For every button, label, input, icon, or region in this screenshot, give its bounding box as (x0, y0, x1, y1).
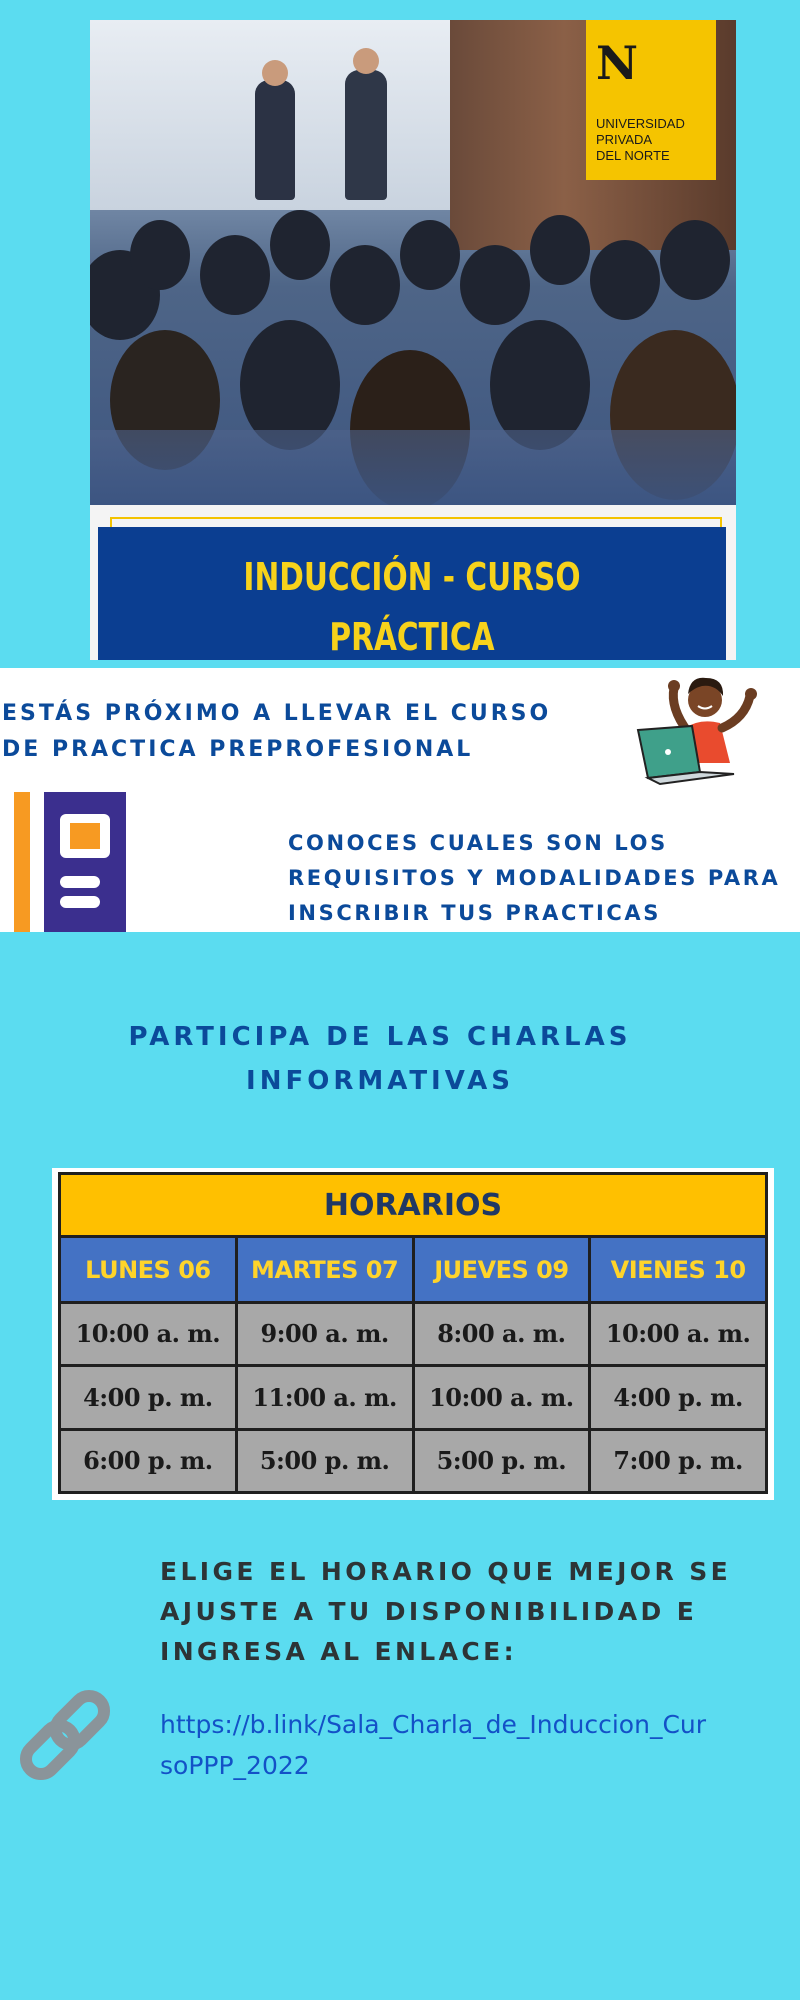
time-cell: 9:00 a. m. (236, 1302, 413, 1365)
time-cell: 4:00 p. m. (60, 1366, 237, 1429)
schedule-table (52, 1168, 774, 1500)
mobile-device-icon (14, 792, 126, 932)
charlas-heading: PARTICIPA DE LAS CHARLAS INFORMATIVAS (128, 1022, 632, 1096)
requirements-heading: CONOCES CUALES SON LOS REQUISITOS Y MODALIDADES PARA INSCRIBIR TUS PRACTICAS (288, 831, 781, 925)
hero-banner (98, 527, 726, 660)
info-section (0, 668, 800, 932)
table-row (60, 1302, 767, 1365)
choose-instructions: ELIGE EL HORARIO QUE MEJOR SE AJUSTE A TU DISPONIBILIDAD E INGRESA AL ENLACE: (160, 1557, 732, 1666)
hero-title: INDUCCIÓN - CURSO PRÁCTICA (243, 555, 581, 659)
table-row (60, 1366, 767, 1429)
logo-text: UNIVERSIDAD PRIVADA DEL NORTE (596, 116, 685, 163)
intro-heading: ESTÁS PRÓXIMO A LLEVAR EL CURSO DE PRACTICA PREPROFESIONAL (2, 701, 552, 762)
registration-link[interactable]: https://b.link/Sala_Charla_de_Induccion_Cur soPPP_2022 (160, 1710, 707, 1780)
hero-image (90, 20, 736, 660)
time-cell: 5:00 p. m. (413, 1429, 590, 1492)
time-cell: 10:00 a. m. (60, 1302, 237, 1365)
time-cell: 11:00 a. m. (236, 1366, 413, 1429)
student-laptop-illustration (630, 668, 780, 793)
day-header: VIENES 10 (590, 1237, 767, 1302)
logo-mark: N (596, 36, 639, 90)
table-row (60, 1429, 767, 1492)
day-header: LUNES 06 (60, 1237, 237, 1302)
day-header: JUEVES 09 (413, 1237, 590, 1302)
time-cell: 7:00 p. m. (590, 1429, 767, 1492)
time-cell: 10:00 a. m. (590, 1302, 767, 1365)
time-cell: 5:00 p. m. (236, 1429, 413, 1492)
audience-photo (90, 20, 736, 505)
schedule-title: HORARIOS (60, 1174, 767, 1237)
university-logo (586, 20, 716, 180)
time-cell: 10:00 a. m. (413, 1366, 590, 1429)
chain-link-icon (10, 1680, 120, 1790)
time-cell: 6:00 p. m. (60, 1429, 237, 1492)
day-header: MARTES 07 (236, 1237, 413, 1302)
time-cell: 4:00 p. m. (590, 1366, 767, 1429)
time-cell: 8:00 a. m. (413, 1302, 590, 1365)
